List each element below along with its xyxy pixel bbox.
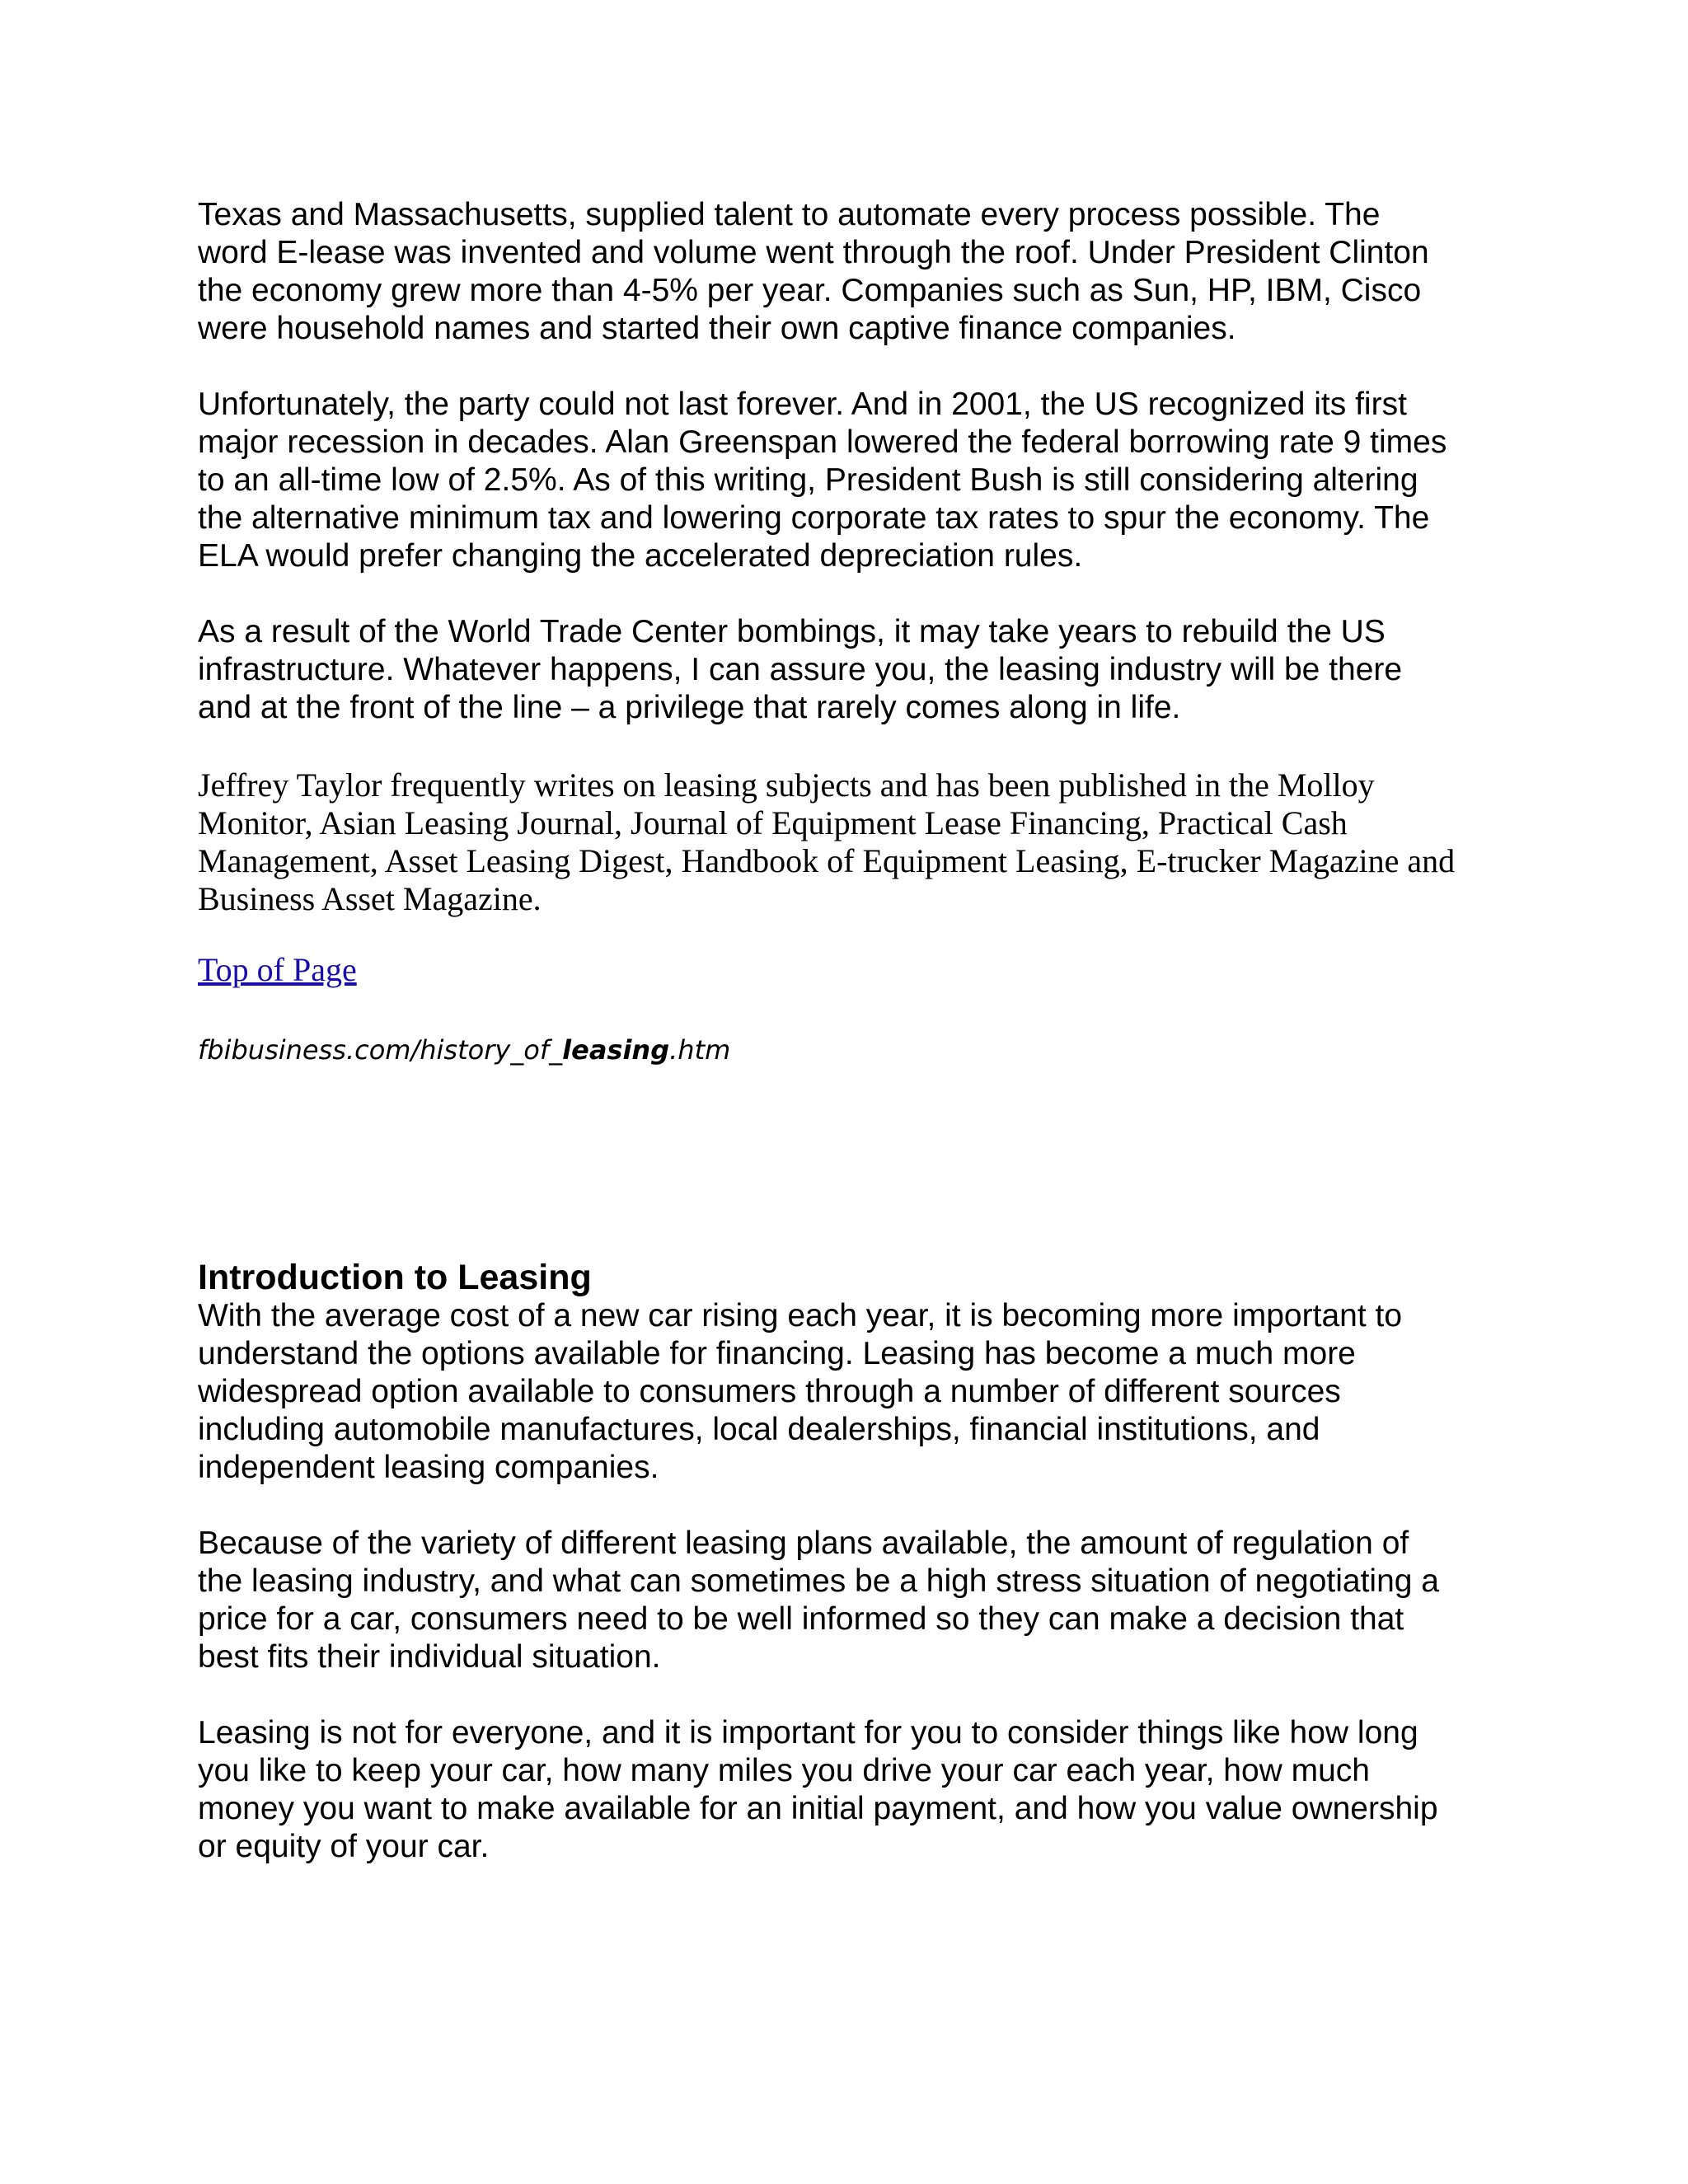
text-line: the leasing industry, and what can sometimes be a high stress situation of negotiating a (198, 1563, 1439, 1599)
text-line: money you want to make available for an initial payment, and how you value ownership (198, 1791, 1438, 1826)
source-url-prefix: fbibusiness.com/history_of_ (198, 1034, 563, 1066)
paragraph-eleasing-boom (198, 196, 1517, 348)
text-line: Texas and Massachusetts, supplied talent to automate every process possible. The (198, 197, 1381, 232)
source-url-suffix: .htm (669, 1034, 731, 1066)
text-line: were household names and started their own captive finance companies. (198, 311, 1236, 346)
paragraph-world-trade-center (198, 613, 1517, 727)
text-line: Monitor, Asian Leasing Journal, Journal of Equipment Lease Financing, Practical Cash (198, 804, 1348, 841)
paragraph-intro-regulation (198, 1525, 1517, 1676)
text-line: best fits their individual situation. (198, 1639, 661, 1675)
paragraph-intro-considerations (198, 1714, 1517, 1866)
text-line: Leasing is not for everyone, and it is important for you to consider things like how long (198, 1715, 1418, 1750)
text-line: you like to keep your car, how many miles you drive your car each year, how much (198, 1753, 1370, 1788)
text-line: the alternative minimum tax and lowering corporate tax rates to spur the economy. The (198, 500, 1430, 536)
text-line: the economy grew more than 4-5% per year. Companies such as Sun, HP, IBM, Cisco (198, 273, 1422, 308)
text-line: Management, Asset Leasing Digest, Handbook of Equipment Leasing, E-trucker Magazine and (198, 842, 1456, 879)
source-url (198, 1033, 730, 1066)
text-line: or equity of your car. (198, 1829, 490, 1864)
text-line: widespread option available to consumers through a number of different sources (198, 1374, 1341, 1409)
text-line: Unfortunately, the party could not last forever. And in 2001, the US recognized its first (198, 387, 1407, 422)
text-line: including automobile manufactures, local dealerships, financial institutions, and (198, 1412, 1320, 1447)
section-heading: Introduction to Leasing (198, 1258, 592, 1297)
text-line: As a result of the World Trade Center bombings, it may take years to rebuild the US (198, 614, 1386, 649)
text-line: With the average cost of a new car rising each year, it is becoming more important to (198, 1298, 1403, 1333)
paragraph-intro-cost (198, 1297, 1517, 1487)
text-line: Jeffrey Taylor frequently writes on leasing subjects and has been published in the Molloy (198, 766, 1375, 804)
text-line: word E-lease was invented and volume went through the roof. Under President Clinton (198, 235, 1429, 270)
source-url-keyword: leasing (562, 1034, 670, 1066)
text-line: ELA would prefer changing the accelerated depreciation rules. (198, 538, 1083, 574)
top-of-page-link[interactable]: Top of Page (198, 951, 357, 988)
text-line: independent leasing companies. (198, 1450, 659, 1485)
text-line: major recession in decades. Alan Greenspan lowered the federal borrowing rate 9 times (198, 424, 1447, 460)
text-line: Business Asset Magazine. (198, 880, 542, 917)
text-line: and at the front of the line – a privilege that rarely comes along in life. (198, 690, 1181, 725)
paragraph-recession (198, 386, 1517, 575)
author-bio (198, 766, 1517, 918)
text-line: understand the options available for financing. Leasing has become a much more (198, 1336, 1356, 1371)
text-line: to an all-time low of 2.5%. As of this writing, President Bush is still considering altering (198, 462, 1418, 498)
text-line: price for a car, consumers need to be well informed so they can make a decision that (198, 1601, 1404, 1637)
text-line: Because of the variety of different leasing plans available, the amount of regulation of (198, 1526, 1409, 1561)
text-line: infrastructure. Whatever happens, I can assure you, the leasing industry will be there (198, 652, 1403, 687)
